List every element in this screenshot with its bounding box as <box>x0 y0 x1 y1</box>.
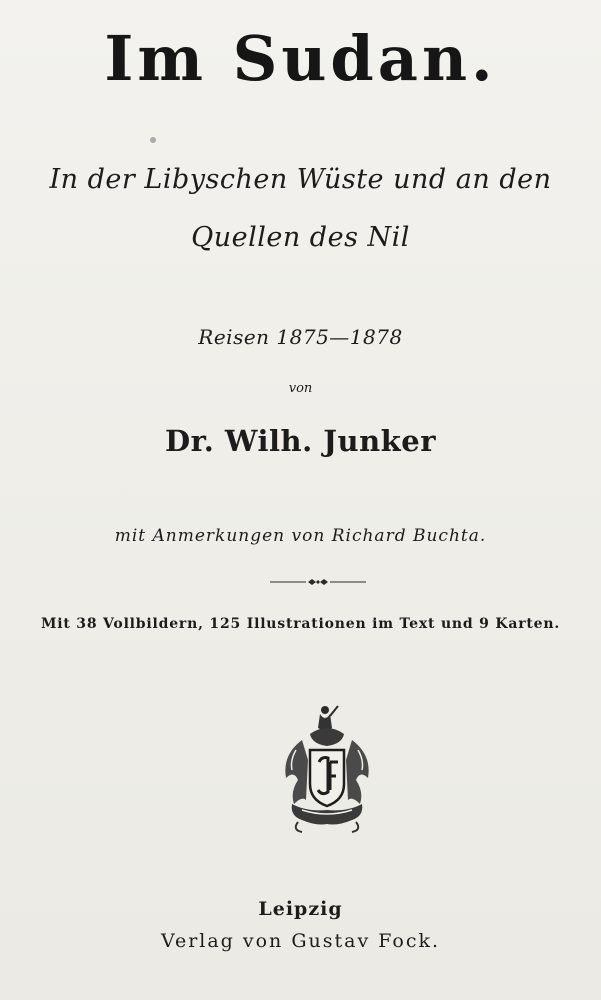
subtitle-line-2: Quellen des Nil <box>191 222 410 253</box>
paper-speck <box>150 137 156 143</box>
subtitle-line-1: In der Libyschen Wüste und an den <box>49 164 552 195</box>
by-word: von <box>288 381 313 396</box>
publisher-emblem <box>272 700 382 835</box>
publisher-name: Verlag von Gustav Fock. <box>160 930 441 952</box>
book-title: Im Sudan. <box>104 22 497 95</box>
publication-place: Leipzig <box>258 898 343 920</box>
annotations-credit: mit Anmerkungen von Richard Buchta. <box>114 526 487 546</box>
illustrations-note: Mit 38 Vollbildern, 125 Illustrationen im Text und 9 Karten. <box>40 616 561 632</box>
ornamental-divider <box>268 572 368 592</box>
travel-years: Reisen 1875—1878 <box>198 325 403 349</box>
author-name: Dr. Wilh. Junker <box>164 424 437 458</box>
